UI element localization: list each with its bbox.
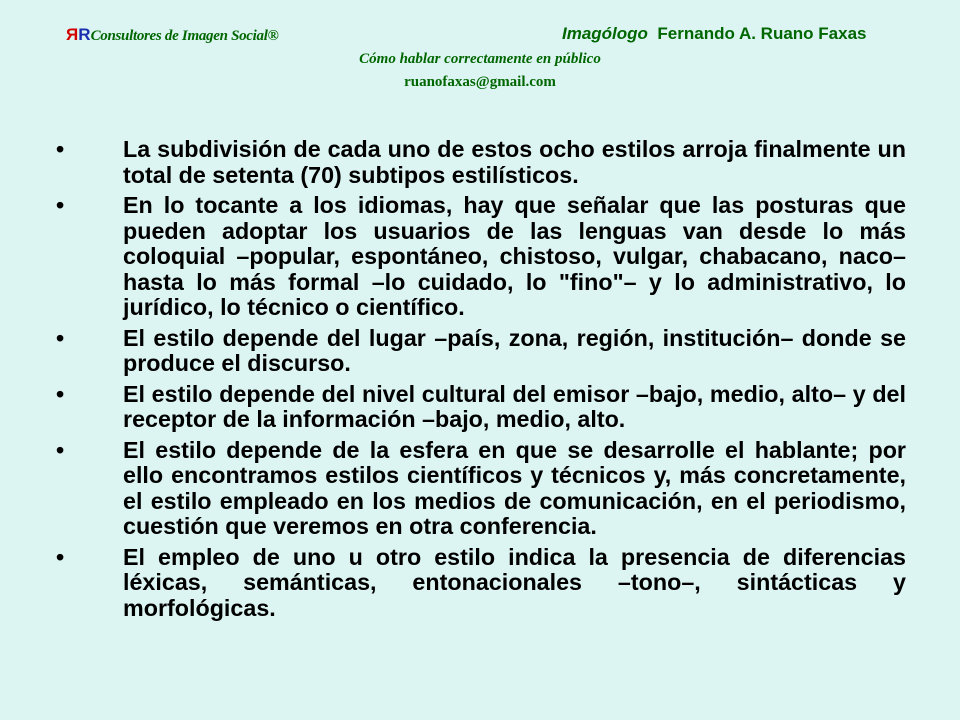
bullet-item: [56, 137, 906, 188]
company-name: Consultores de Imagen Social®: [90, 28, 279, 44]
bullet-item: [56, 438, 906, 540]
bullet-dot: •: [56, 543, 65, 570]
bullet-item: [56, 326, 906, 377]
bullet-dot: •: [56, 192, 65, 218]
bullet-item: [56, 382, 906, 433]
bullet-item: [56, 545, 906, 622]
bullet-text: La subdivisión de cada uno de estos ocho estilos arroja finalmente un total de setenta (70) subtipos estilísticos.: [123, 136, 906, 188]
bullet-text: El estilo depende de la esfera en que se desarrolle el hablante; por ello encontramos estilos científicos y técnicos y, más concretamente, el estilo empleado en los medios de comunicación, en el periodismo, cuestión que veremos en otra conferencia.: [123, 436, 906, 539]
contact-email: ruanofaxas@gmail.com: [404, 74, 556, 90]
author-role: Imagólogo: [562, 24, 648, 43]
author-line: [562, 24, 866, 44]
bullet-list: [56, 137, 906, 626]
bullet-dot: •: [56, 136, 65, 162]
bullet-dot: •: [56, 436, 65, 463]
bullet-text: En lo tocante a los idiomas, hay que señalar que las posturas que pueden adoptar los usuarios de las lenguas van desde lo más coloquial –popular, espontáneo, chistoso, vulgar, chabacano, naco– hasta lo más formal –lo cuidado, lo "fino"– y lo administrativo, lo jurídico, lo técnico o científico.: [123, 192, 906, 320]
presentation-subtitle: Cómo hablar correctamente en público: [359, 51, 601, 67]
bullet-dot: •: [56, 380, 65, 407]
bullet-dot: •: [56, 324, 65, 351]
rr-logo-mark: RR: [66, 25, 91, 44]
bullet-text: El estilo depende del lugar –país, zona, región, institución– donde se produce el discurso.: [123, 324, 906, 376]
author-name: Fernando A. Ruano Faxas: [657, 24, 867, 43]
bullet-text: El empleo de uno u otro estilo indica la presencia de diferencias léxicas, semánticas, entonacionales –tono–, sintácticas y morfológicas.: [123, 543, 906, 621]
bullet-text: El estilo depende del nivel cultural del emisor –bajo, medio, alto– y del receptor de la información –bajo, medio, alto.: [123, 380, 906, 432]
company-logo: [66, 25, 279, 45]
bullet-item: [56, 193, 906, 321]
